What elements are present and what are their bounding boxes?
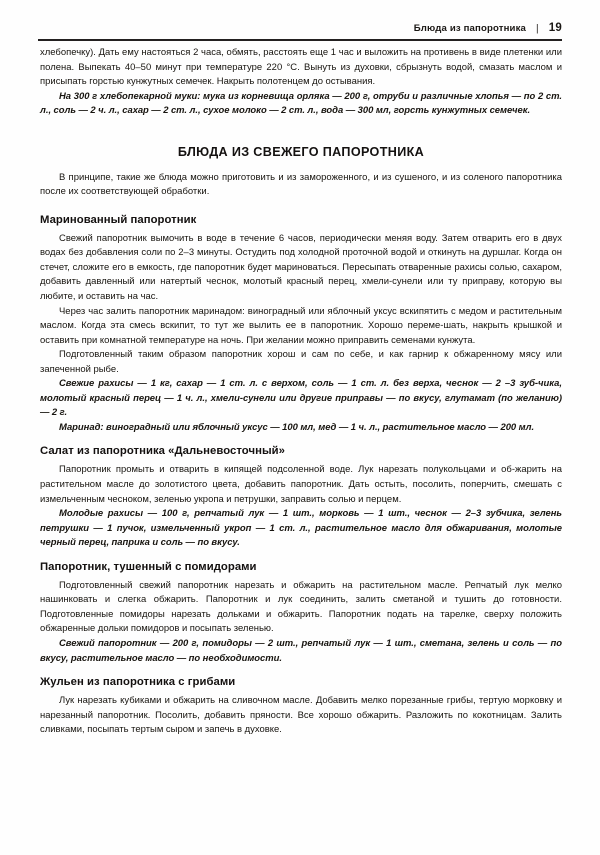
running-head-separator: | [536,23,539,35]
recipe-heading-tushenyj-s-pomidorami: Папоротник, тушенный с помидорами [40,560,257,573]
running-head [40,22,562,34]
recipe-3-ingredients-1: Свежий папоротник — 200 г, помидоры — 2 шт., репчатый лук — 1 шт., сметана, зелень и соль — по вкусу, растительное масло — по необходимости. [40,637,562,664]
recipe-1-paragraph-2: Через час залить папоротник маринадом: виноградный или яблочный уксус вскипятить с медом и растительным маслом. Когда эта смесь вскипит, то тут же вылить ее в папоротник. Хорошо переме-шать, накрыть крышкой и оставить при комнатной температуре на ночь. При желании можно приправить семенами кунжута. [40,305,562,346]
spacer-before-recipe-4 [40,666,562,676]
section-intro-paragraph: В принципе, такие же блюда можно приготовить и из замороженного, и из сушеного, и из соленого папоротника после их соответствующей обработки. [40,171,562,198]
section-heading: БЛЮДА ИЗ СВЕЖЕГО ПАПОРОТНИКА [177,144,425,159]
recipe-1-paragraph-1: Свежий папоротник вымочить в воде в течение 6 часов, периодически меняя воду. Затем отварить его в двух водах без добавления соли по 2–3 минуты. Остудить под холодной проточной водой и откинуть на дуршлаг. Когда он стечет, сложите его в емкость, где папоротник будет мариноваться. Пересыпать отваренные рахисы солью, сахаром, добавить давленный или натертый чеснок, молотый красный перец, хмели-сунели или ту приправу, которую вы любите, и оставить на час. [40,232,562,303]
recipe-2-ingredients-1: Молодые рахисы — 100 г, репчатый лук — 1 шт., морковь — 1 шт., чеснок — 2–3 зубчика, зелень петрушки — 1 пучок, измельченный укроп — 1 ст. л., растительное масло для обжаривания, молотые черный перец, паприка и соль — по вкусу. [40,508,562,549]
recipe-1-ingredients-2: Маринад: виноградный или яблочный уксус — 100 мл, мед — 1 ч. л., растительное масло — 200 мл. [59,421,535,433]
recipe-2-paragraph-1: Папоротник промыть и отварить в кипящей подсоленной воде. Лук нарезать полукольцами и об-жарить на растительном масле до золотистого цвета, добавить папоротник. Дать остыть, посолить, поперчить, смешать с измельченным чесноком, зеленью укропа и петрушки, заправить солью и перцем. [40,464,562,505]
continued-ingredients: На 300 г хлебопекарной муки: мука из корневища орляка — 200 г, отруби и различные хлопья — по 2 ст. л., соль — 2 ч. л., сахар — 2 ст. л., сухое молоко — 2 ст. л., вода — 300 мл, горсть кунжутных семечек. [40,90,562,117]
header-divider [38,39,562,41]
spacer-before-recipe-2 [40,435,562,445]
continued-paragraph: хлебопечку). Дать ему настояться 2 часа, обмять, расстоять еще 1 час и выложить на противень в виде плетенки или полена. Выпекать 40–50 минут при температуре 220 °С. Вынуть из духовки, сбрызнуть водой, смазать маслом и присыпать горстью кунжутных семечек. Накрыть полотенцем до остывания. [40,47,562,88]
running-head-title: Блюда из папоротника [413,23,527,34]
spacer-after-section-heading [40,159,562,171]
recipe-4-paragraph-1: Лук нарезать кубиками и обжарить на сливочном масле. Добавить мелко порезанные грибы, тертую морковку и нарезанный папоротник. Посолить, добавить пряности. Все хорошо обжарить. Разложить по кокотницам. Залить сливками, посыпать тертым сыром и запечь в духовке. [40,695,562,736]
page-number: 19 [548,22,562,34]
recipe-heading-marinovannyj: Маринованный папоротник [40,213,197,226]
recipe-1-ingredients-1: Свежие рахисы — 1 кг, сахар — 1 ст. л. с верхом, соль — 1 ст. л. без верха, чеснок — 2 –3 зуб-чика, молотый красный перец — 1 ч. л., хмели-сунели или другие приправы — по вкусу, глутамат (по желанию) — 2 г. [40,378,562,419]
recipe-1-paragraph-3: Подготовленный таким образом папоротник хорош и сам по себе, и как гарнир к обжаренному мясу или запеченной рыбе. [40,349,562,375]
recipe-heading-salat-dalnevostochnyj: Салат из папоротника «Дальневосточный» [40,445,285,458]
recipe-3-paragraph-1: Подготовленный свежий папоротник нарезать и обжарить на растительном масле. Репчатый лук мелко нашинковать и слегка обжарить. Папоротник и лук соединить, залить сметаной и тушить до готовности. Подготовленные помидоры нарезать дольками и обжарить. Папоротник подать на тарелке, сверху положить обжаренные дольки помидоров и посыпать зеленью. [40,579,562,635]
spacer-before-recipe-1 [40,200,562,214]
spacer-before-section-heading [40,119,562,145]
spacer-before-recipe-3 [40,551,562,561]
text-column [40,46,562,738]
recipe-heading-zhulen-s-gribami: Жульен из папоротника с грибами [40,676,236,689]
